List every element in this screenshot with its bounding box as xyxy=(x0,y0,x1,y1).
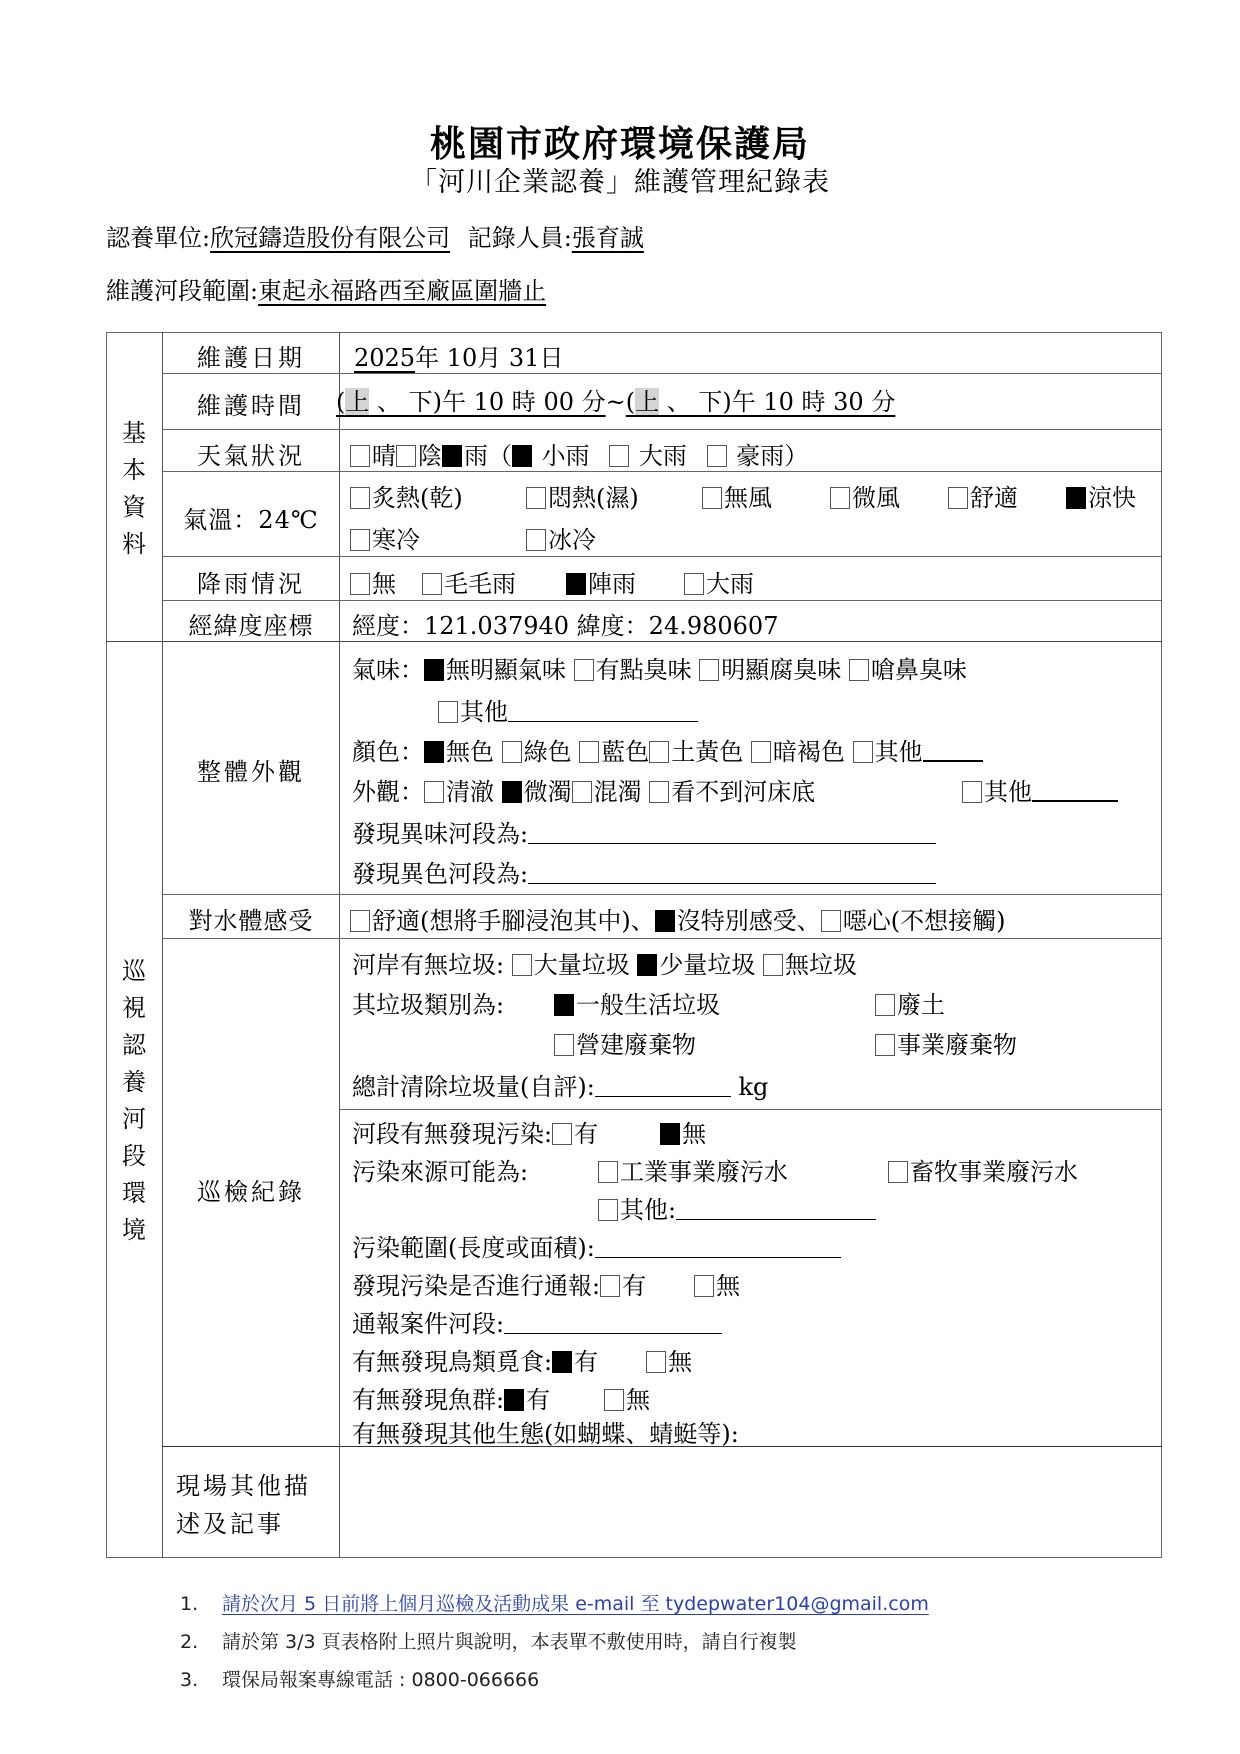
section-char: 視 xyxy=(122,994,146,1022)
weather-option[interactable] xyxy=(396,442,442,470)
section-char: 段 xyxy=(122,1142,146,1170)
other-eco-line: 有無發現其他生態(如蝴蝶、蜻蜓等): xyxy=(352,1420,739,1448)
option-label: 寒冷 xyxy=(372,526,420,554)
page-title: 桃園市政府環境保護局 xyxy=(429,123,810,165)
option-label: 炙熱(乾) xyxy=(372,484,463,512)
footnote-number: 1. xyxy=(180,1593,199,1615)
recorder-label: 記錄人員: xyxy=(467,224,572,252)
birds-label: 有無發現鳥類覓食: xyxy=(352,1348,553,1376)
option-label: 其他 xyxy=(874,738,923,766)
paren: ( xyxy=(336,388,346,416)
checkbox-icon[interactable] xyxy=(350,910,370,932)
checkbox-icon[interactable] xyxy=(609,445,629,467)
checkbox-icon[interactable] xyxy=(600,1275,620,1297)
odor-section-field[interactable] xyxy=(528,823,936,844)
weather-option[interactable] xyxy=(707,442,809,470)
option-label: 陣雨 xyxy=(588,570,636,598)
option-label: 事業廢棄物 xyxy=(897,1031,1017,1059)
pollution-option[interactable] xyxy=(552,1114,660,1149)
checkbox-icon[interactable] xyxy=(875,1034,895,1056)
option-label: 大雨 xyxy=(706,570,754,598)
option-label: 有 xyxy=(526,1386,551,1414)
checkbox-checked-icon[interactable] xyxy=(504,1389,524,1411)
section-divider xyxy=(106,641,1162,642)
option-label: 一般生活垃圾 xyxy=(576,991,720,1019)
checkbox-icon[interactable] xyxy=(350,445,370,467)
option-label: 有 xyxy=(622,1272,647,1300)
label-feeling: 對水體感受 xyxy=(188,907,314,935)
option-label: 廢土 xyxy=(897,991,945,1019)
checkbox-checked-icon[interactable] xyxy=(424,741,444,763)
option-label: 畜牧事業廢污水 xyxy=(910,1158,1078,1186)
option-label: 有 xyxy=(574,1348,599,1376)
option-label: 無 xyxy=(668,1348,693,1376)
am-selected[interactable]: 上 xyxy=(635,388,660,416)
option-label: 陰 xyxy=(418,442,442,470)
feeling-option[interactable] xyxy=(655,907,821,935)
checkbox-icon[interactable] xyxy=(694,1275,714,1297)
feeling-option[interactable] xyxy=(821,907,1006,935)
time-end-text: 午 10 時 30 分 xyxy=(731,388,896,416)
temp-option[interactable] xyxy=(830,478,948,513)
checkbox-icon[interactable] xyxy=(438,701,458,723)
option-label: 悶熱(濕) xyxy=(548,484,639,512)
checkbox-icon[interactable] xyxy=(350,573,370,595)
paren: ) xyxy=(722,388,732,416)
color-other-field[interactable] xyxy=(923,740,983,762)
checkbox-icon[interactable] xyxy=(684,573,704,595)
temp-option[interactable] xyxy=(350,520,526,555)
trash-type-line xyxy=(352,985,945,1020)
notes-field[interactable] xyxy=(345,1452,1155,1552)
checkbox-checked-icon[interactable] xyxy=(1066,487,1086,509)
label-notes-line1: 現場其他描 xyxy=(176,1472,311,1500)
source-option[interactable] xyxy=(888,1158,1078,1186)
pollution-option[interactable] xyxy=(660,1120,706,1148)
option-label: 晴 xyxy=(372,442,396,470)
option-label: 無色 xyxy=(446,738,494,766)
look-option[interactable] xyxy=(502,778,572,806)
trash-amount-label: 總計清除垃圾量(自評): xyxy=(352,1073,595,1101)
page-subtitle: 「河川企業認養」維護管理紀錄表 xyxy=(410,167,830,198)
trash-option[interactable] xyxy=(637,951,755,979)
odor-other-field[interactable] xyxy=(508,701,698,722)
option-label: 無 xyxy=(372,570,396,598)
fish-line xyxy=(352,1380,650,1415)
odor-option[interactable] xyxy=(424,656,566,684)
section-char: 料 xyxy=(122,530,146,558)
checkbox-icon[interactable] xyxy=(702,487,722,509)
odor-label: 氣味： xyxy=(352,656,424,684)
pm-option[interactable]: 下 xyxy=(408,388,433,416)
option-label: 舒適(想將手腳浸泡其中)、 xyxy=(372,907,655,935)
section-char: 本 xyxy=(122,456,146,484)
report-option[interactable] xyxy=(600,1266,694,1301)
fish-option[interactable] xyxy=(604,1386,650,1414)
checkbox-checked-icon[interactable] xyxy=(660,1123,680,1145)
option-label: 無明顯氣味 xyxy=(446,656,566,684)
checkbox-icon[interactable] xyxy=(572,781,592,803)
section-char: 巡 xyxy=(122,957,146,985)
birds-option[interactable] xyxy=(646,1348,692,1376)
checkbox-icon[interactable] xyxy=(707,445,727,467)
date-day: 31 xyxy=(508,344,540,372)
checkbox-icon[interactable] xyxy=(512,954,532,976)
time-end xyxy=(626,388,896,416)
section-char: 基 xyxy=(122,419,146,447)
temp-option[interactable] xyxy=(526,478,702,513)
row-divider xyxy=(162,429,1162,430)
unit-label: 認養單位: xyxy=(106,224,211,252)
checkbox-icon[interactable] xyxy=(422,573,442,595)
section-patrol-title xyxy=(119,953,149,1249)
odor-section-line xyxy=(352,814,936,849)
source-other[interactable] xyxy=(598,1190,876,1225)
option-label: 有 xyxy=(574,1120,599,1148)
checkbox-icon[interactable] xyxy=(962,781,982,803)
option-label: 無風 xyxy=(724,484,772,512)
sep: 、 xyxy=(659,388,699,416)
checkbox-icon[interactable] xyxy=(604,1389,624,1411)
row-divider xyxy=(162,556,1162,557)
weather-option[interactable] xyxy=(512,442,590,470)
date-value[interactable] xyxy=(354,338,563,373)
look-other[interactable] xyxy=(962,772,1118,807)
checkbox-icon[interactable] xyxy=(888,1161,908,1183)
color-option[interactable] xyxy=(649,738,743,766)
option-label: 微濁 xyxy=(523,778,572,806)
option-label: 藍色 xyxy=(601,738,650,766)
option-label: 混濁 xyxy=(593,778,642,806)
checkbox-checked-icon[interactable] xyxy=(442,445,462,467)
color-option[interactable] xyxy=(579,738,649,766)
pollution-label: 河段有無發現污染: xyxy=(352,1120,553,1148)
recorder-value[interactable]: 張育誠 xyxy=(571,224,644,252)
rainfall-option[interactable] xyxy=(422,564,566,599)
label-appearance: 整體外觀 xyxy=(197,758,305,786)
option-label: 大量垃圾 xyxy=(533,951,630,979)
report-line xyxy=(352,1266,740,1301)
color-section-field[interactable] xyxy=(528,863,936,884)
time-tilde: ~ xyxy=(605,388,626,416)
report-label: 發現污染是否進行通報: xyxy=(352,1272,601,1300)
label-temperature: 氣溫：24℃ xyxy=(183,506,319,534)
color-option[interactable] xyxy=(502,738,572,766)
trash-type-option[interactable] xyxy=(875,991,945,1019)
range-label: 維護河段範圍: xyxy=(106,277,259,305)
section-char: 環 xyxy=(122,1179,146,1207)
option-label: 清澈 xyxy=(446,778,494,806)
adopter-line xyxy=(106,218,644,253)
checkbox-icon[interactable] xyxy=(853,741,873,763)
date-month-unit: 月 xyxy=(477,344,502,372)
option-label: 其他 xyxy=(460,698,508,726)
checkbox-checked-icon[interactable] xyxy=(566,573,586,595)
checkbox-checked-icon[interactable] xyxy=(512,445,532,467)
color-label: 顏色： xyxy=(352,738,424,766)
rainfall-option[interactable] xyxy=(566,564,684,599)
option-label: 毛毛雨 xyxy=(444,570,516,598)
checkbox-icon[interactable] xyxy=(830,487,850,509)
rainfall-option[interactable] xyxy=(684,570,754,598)
footnote-text: 請於第 3/3 頁表格附上照片與說明，本表單不敷使用時，請自行複製 xyxy=(222,1631,797,1653)
label-rainfall: 降雨情況 xyxy=(197,570,305,598)
option-label: 工業事業廢污水 xyxy=(620,1158,788,1186)
color-options xyxy=(352,732,983,767)
footnote-3 xyxy=(180,1665,539,1692)
footnote-1 xyxy=(180,1589,929,1616)
row-divider xyxy=(162,938,1162,939)
label-weather: 天氣狀況 xyxy=(197,442,305,470)
checkbox-icon[interactable] xyxy=(574,659,594,681)
option-label: 綠色 xyxy=(523,738,572,766)
date-year-unit: 年 xyxy=(415,344,440,372)
odor-options xyxy=(352,650,967,685)
label-inspection: 巡檢紀錄 xyxy=(197,1178,305,1206)
checkbox-icon[interactable] xyxy=(649,781,669,803)
checkbox-icon[interactable] xyxy=(424,781,444,803)
color-option[interactable] xyxy=(424,738,494,766)
checkbox-checked-icon[interactable] xyxy=(655,910,675,932)
date-month: 10 xyxy=(446,344,478,372)
trash-option[interactable] xyxy=(763,951,857,979)
checkbox-icon[interactable] xyxy=(350,487,370,509)
checkbox-checked-icon[interactable] xyxy=(637,954,657,976)
weather-option[interactable] xyxy=(442,442,512,470)
row-divider xyxy=(162,894,1162,895)
odor-option[interactable] xyxy=(849,656,967,684)
look-option[interactable] xyxy=(649,778,815,806)
checkbox-icon[interactable] xyxy=(598,1161,618,1183)
time-start xyxy=(336,388,606,416)
paren: ( xyxy=(625,388,636,416)
label-coords: 經緯度座標 xyxy=(188,612,314,640)
checkbox-icon[interactable] xyxy=(646,1351,666,1373)
checkbox-icon[interactable] xyxy=(396,445,416,467)
pm-option[interactable]: 下 xyxy=(698,388,723,416)
option-label: 無 xyxy=(626,1386,651,1414)
checkbox-icon[interactable] xyxy=(502,741,522,763)
report-case-field[interactable] xyxy=(504,1313,722,1334)
checkbox-icon[interactable] xyxy=(699,659,719,681)
trash-type-line2 xyxy=(554,1025,1017,1060)
color-section-line xyxy=(352,854,936,889)
trash-line xyxy=(352,945,857,980)
color-section-label: 發現異色河段為: xyxy=(352,860,529,888)
checkbox-checked-icon[interactable] xyxy=(554,994,574,1016)
checkbox-icon[interactable] xyxy=(649,741,669,763)
checkbox-icon[interactable] xyxy=(948,487,968,509)
checkbox-icon[interactable] xyxy=(875,994,895,1016)
option-label: 明顯腐臭味 xyxy=(721,656,842,684)
label-notes-line2: 述及記事 xyxy=(176,1510,284,1538)
weather-options xyxy=(350,436,808,471)
pollution-line xyxy=(352,1114,706,1149)
source-option[interactable] xyxy=(598,1152,888,1187)
odor-option[interactable] xyxy=(699,656,841,684)
option-label: 少量垃圾 xyxy=(659,951,756,979)
look-other-field[interactable] xyxy=(1032,780,1118,802)
rainfall-options xyxy=(350,564,754,599)
checkbox-icon[interactable] xyxy=(579,741,599,763)
feeling-options xyxy=(350,901,1005,936)
checkbox-icon[interactable] xyxy=(554,1034,574,1056)
section-char: 資 xyxy=(122,493,146,521)
option-label: 大雨 xyxy=(631,442,687,470)
date-year: 2025 xyxy=(354,344,416,372)
row-divider xyxy=(162,471,1162,472)
option-label: 豪雨） xyxy=(728,442,809,470)
trash-label: 河岸有無垃圾: xyxy=(352,951,512,979)
trash-option[interactable] xyxy=(512,951,630,979)
email-link[interactable]: 請於次月 5 日前將上個月巡檢及活動成果 e-mail 至 tydepwater104@gmail.com xyxy=(222,1593,929,1615)
time-start-text: 午 10 時 00 分 xyxy=(442,388,606,416)
look-label: 外觀： xyxy=(352,778,424,806)
coords-value: 經度：121.037940 緯度：24.980607 xyxy=(352,612,779,640)
option-label: 無 xyxy=(682,1120,707,1148)
date-day-unit: 日 xyxy=(539,344,564,372)
checkbox-icon[interactable] xyxy=(526,529,546,551)
weather-option[interactable] xyxy=(350,442,396,470)
checkbox-icon[interactable] xyxy=(821,910,841,932)
report-option[interactable] xyxy=(694,1272,740,1300)
option-label: 噁心(不想接觸) xyxy=(842,907,1006,935)
checkbox-checked-icon[interactable] xyxy=(424,659,444,681)
label-date: 維護日期 xyxy=(197,344,305,372)
trash-type-option[interactable] xyxy=(875,1031,1017,1059)
checkbox-icon[interactable] xyxy=(526,487,546,509)
section-char: 河 xyxy=(122,1105,146,1133)
checkbox-checked-icon[interactable] xyxy=(502,781,522,803)
color-option[interactable] xyxy=(853,738,923,766)
paren: ) xyxy=(432,388,443,416)
rainfall-option[interactable] xyxy=(350,564,422,599)
color-option[interactable] xyxy=(751,738,845,766)
birds-option[interactable] xyxy=(552,1342,646,1377)
option-label: 小雨 xyxy=(534,442,590,470)
weather-option[interactable] xyxy=(609,442,687,470)
trash-type-label: 其垃圾類別為: xyxy=(352,991,505,1019)
checkbox-icon[interactable] xyxy=(350,529,370,551)
option-label: 舒適 xyxy=(970,484,1018,512)
temp-option[interactable] xyxy=(702,478,830,513)
option-label: 冰冷 xyxy=(548,526,596,554)
checkbox-icon[interactable] xyxy=(552,1123,572,1145)
option-label: 土黃色 xyxy=(671,738,744,766)
section-char: 養 xyxy=(122,1068,146,1096)
trash-type-option[interactable] xyxy=(554,985,875,1020)
source-line xyxy=(352,1152,1078,1187)
trash-amount-unit: kg xyxy=(738,1073,769,1101)
report-case-label: 通報案件河段: xyxy=(352,1310,505,1338)
pollution-range-line xyxy=(352,1228,841,1263)
footnote-number: 2. xyxy=(180,1631,199,1653)
label-time: 維護時間 xyxy=(197,392,305,420)
unit-value[interactable]: 欣冠鑄造股份有限公司 xyxy=(210,224,451,252)
checkbox-icon[interactable] xyxy=(849,659,869,681)
checkbox-icon[interactable] xyxy=(598,1199,618,1221)
am-selected[interactable]: 上 xyxy=(345,388,370,416)
option-label: 其他 xyxy=(984,778,1032,806)
report-case-line xyxy=(352,1304,722,1339)
option-label: 涼快 xyxy=(1088,484,1136,512)
temp-option[interactable] xyxy=(1066,484,1136,512)
checkbox-icon[interactable] xyxy=(763,954,783,976)
footnote-text: 環保局報案專線電話 : 0800-066666 xyxy=(222,1669,540,1691)
odor-section-label: 發現異味河段為: xyxy=(352,820,529,848)
look-option[interactable] xyxy=(572,778,642,806)
fish-label: 有無發現魚群: xyxy=(352,1386,505,1414)
checkbox-icon[interactable] xyxy=(751,741,771,763)
option-label: 暗褐色 xyxy=(772,738,845,766)
trash-amount-field[interactable] xyxy=(595,1076,731,1097)
look-options xyxy=(352,772,815,807)
section-char: 境 xyxy=(122,1216,146,1244)
row-divider xyxy=(162,600,1162,601)
option-label: 其他: xyxy=(620,1196,677,1224)
range-value[interactable]: 東起永福路西至廠區圍牆止 xyxy=(258,277,547,305)
footnote-2 xyxy=(180,1627,797,1654)
option-label: 看不到河床底 xyxy=(671,778,816,806)
trash-type-option[interactable] xyxy=(554,1025,875,1060)
birds-line xyxy=(352,1342,692,1377)
odor-other[interactable] xyxy=(438,692,698,727)
trash-amount-line xyxy=(352,1067,768,1102)
source-label: 污染來源可能為: xyxy=(352,1158,529,1186)
look-option[interactable] xyxy=(424,778,494,806)
option-label: 沒特別感受、 xyxy=(676,907,821,935)
option-label: 營建廢棄物 xyxy=(576,1031,696,1059)
option-label: 有點臭味 xyxy=(595,656,692,684)
odor-option[interactable] xyxy=(574,656,692,684)
temp-options-row2 xyxy=(350,520,596,555)
option-label: 無 xyxy=(716,1272,741,1300)
temp-option[interactable] xyxy=(526,526,596,554)
option-label: 雨（ xyxy=(464,442,512,470)
sep: 、 xyxy=(369,388,409,416)
range-line xyxy=(106,271,546,306)
section-char: 認 xyxy=(122,1031,146,1059)
source-other-field[interactable] xyxy=(676,1199,876,1220)
fish-option[interactable] xyxy=(504,1380,604,1415)
col-divider-2 xyxy=(339,332,340,1558)
row-divider xyxy=(162,373,1162,374)
pollution-range-label: 污染範圍(長度或面積): xyxy=(352,1234,595,1262)
time-value[interactable] xyxy=(336,382,895,417)
option-label: 微風 xyxy=(852,484,900,512)
checkbox-checked-icon[interactable] xyxy=(552,1351,572,1373)
row-divider xyxy=(339,1109,1162,1110)
pollution-range-field[interactable] xyxy=(595,1237,841,1258)
temp-option[interactable] xyxy=(948,478,1066,513)
label-notes xyxy=(176,1467,311,1543)
footnote-number: 3. xyxy=(180,1669,199,1691)
option-label: 嗆鼻臭味 xyxy=(870,656,967,684)
temp-options-row1 xyxy=(350,478,1136,513)
option-label: 無垃圾 xyxy=(785,951,857,979)
temp-option[interactable] xyxy=(350,478,526,513)
section-basic-title xyxy=(119,415,149,563)
feeling-option[interactable] xyxy=(350,907,655,935)
